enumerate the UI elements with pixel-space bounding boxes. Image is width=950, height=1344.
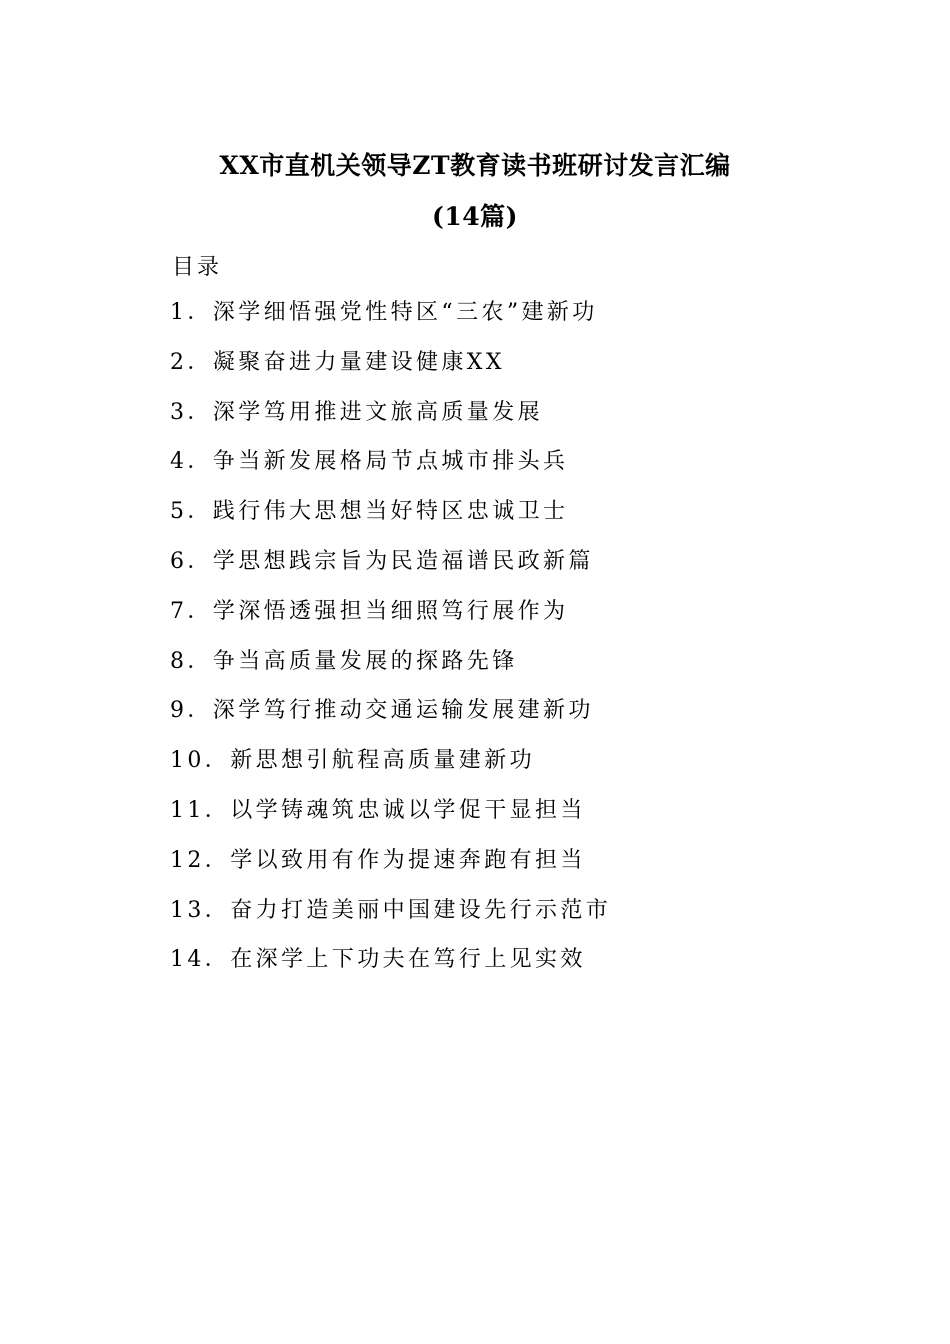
document-title: XX市直机关领导ZT教育读书班研讨发言汇编 bbox=[219, 151, 731, 180]
toc-item: 7．学深悟透强担当细照笃行展作为 bbox=[170, 598, 569, 624]
toc-item: 13．奋力打造美丽中国建设先行示范市 bbox=[170, 897, 612, 923]
toc-item: 12．学以致用有作为提速奔跑有担当 bbox=[170, 847, 586, 873]
toc-heading: 目录 bbox=[172, 255, 223, 280]
toc-item: 8．争当高质量发展的探路先锋 bbox=[170, 648, 518, 674]
toc-item: 1．深学细悟强党性特区“三农”建新功 bbox=[170, 300, 598, 325]
table-of-contents bbox=[170, 296, 611, 993]
toc-item: 14．在深学上下功夫在笃行上见实效 bbox=[170, 947, 586, 973]
document-subtitle: (14篇) bbox=[432, 202, 518, 231]
toc-item: 10．新思想引航程高质量建新功 bbox=[170, 748, 535, 774]
toc-item: 2．凝聚奋进力量建设健康XX bbox=[170, 349, 505, 375]
toc-item: 3．深学笃用推进文旅高质量发展 bbox=[170, 399, 543, 425]
toc-item: 5．践行伟大思想当好特区忠诚卫士 bbox=[170, 499, 569, 525]
toc-item: 9．深学笃行推动交通运输发展建新功 bbox=[170, 698, 594, 724]
toc-item: 11．以学铸魂筑忠诚以学促干显担当 bbox=[170, 797, 586, 823]
toc-item: 6．学思想践宗旨为民造福谱民政新篇 bbox=[170, 548, 594, 574]
toc-item: 4．争当新发展格局节点城市排头兵 bbox=[170, 449, 569, 475]
